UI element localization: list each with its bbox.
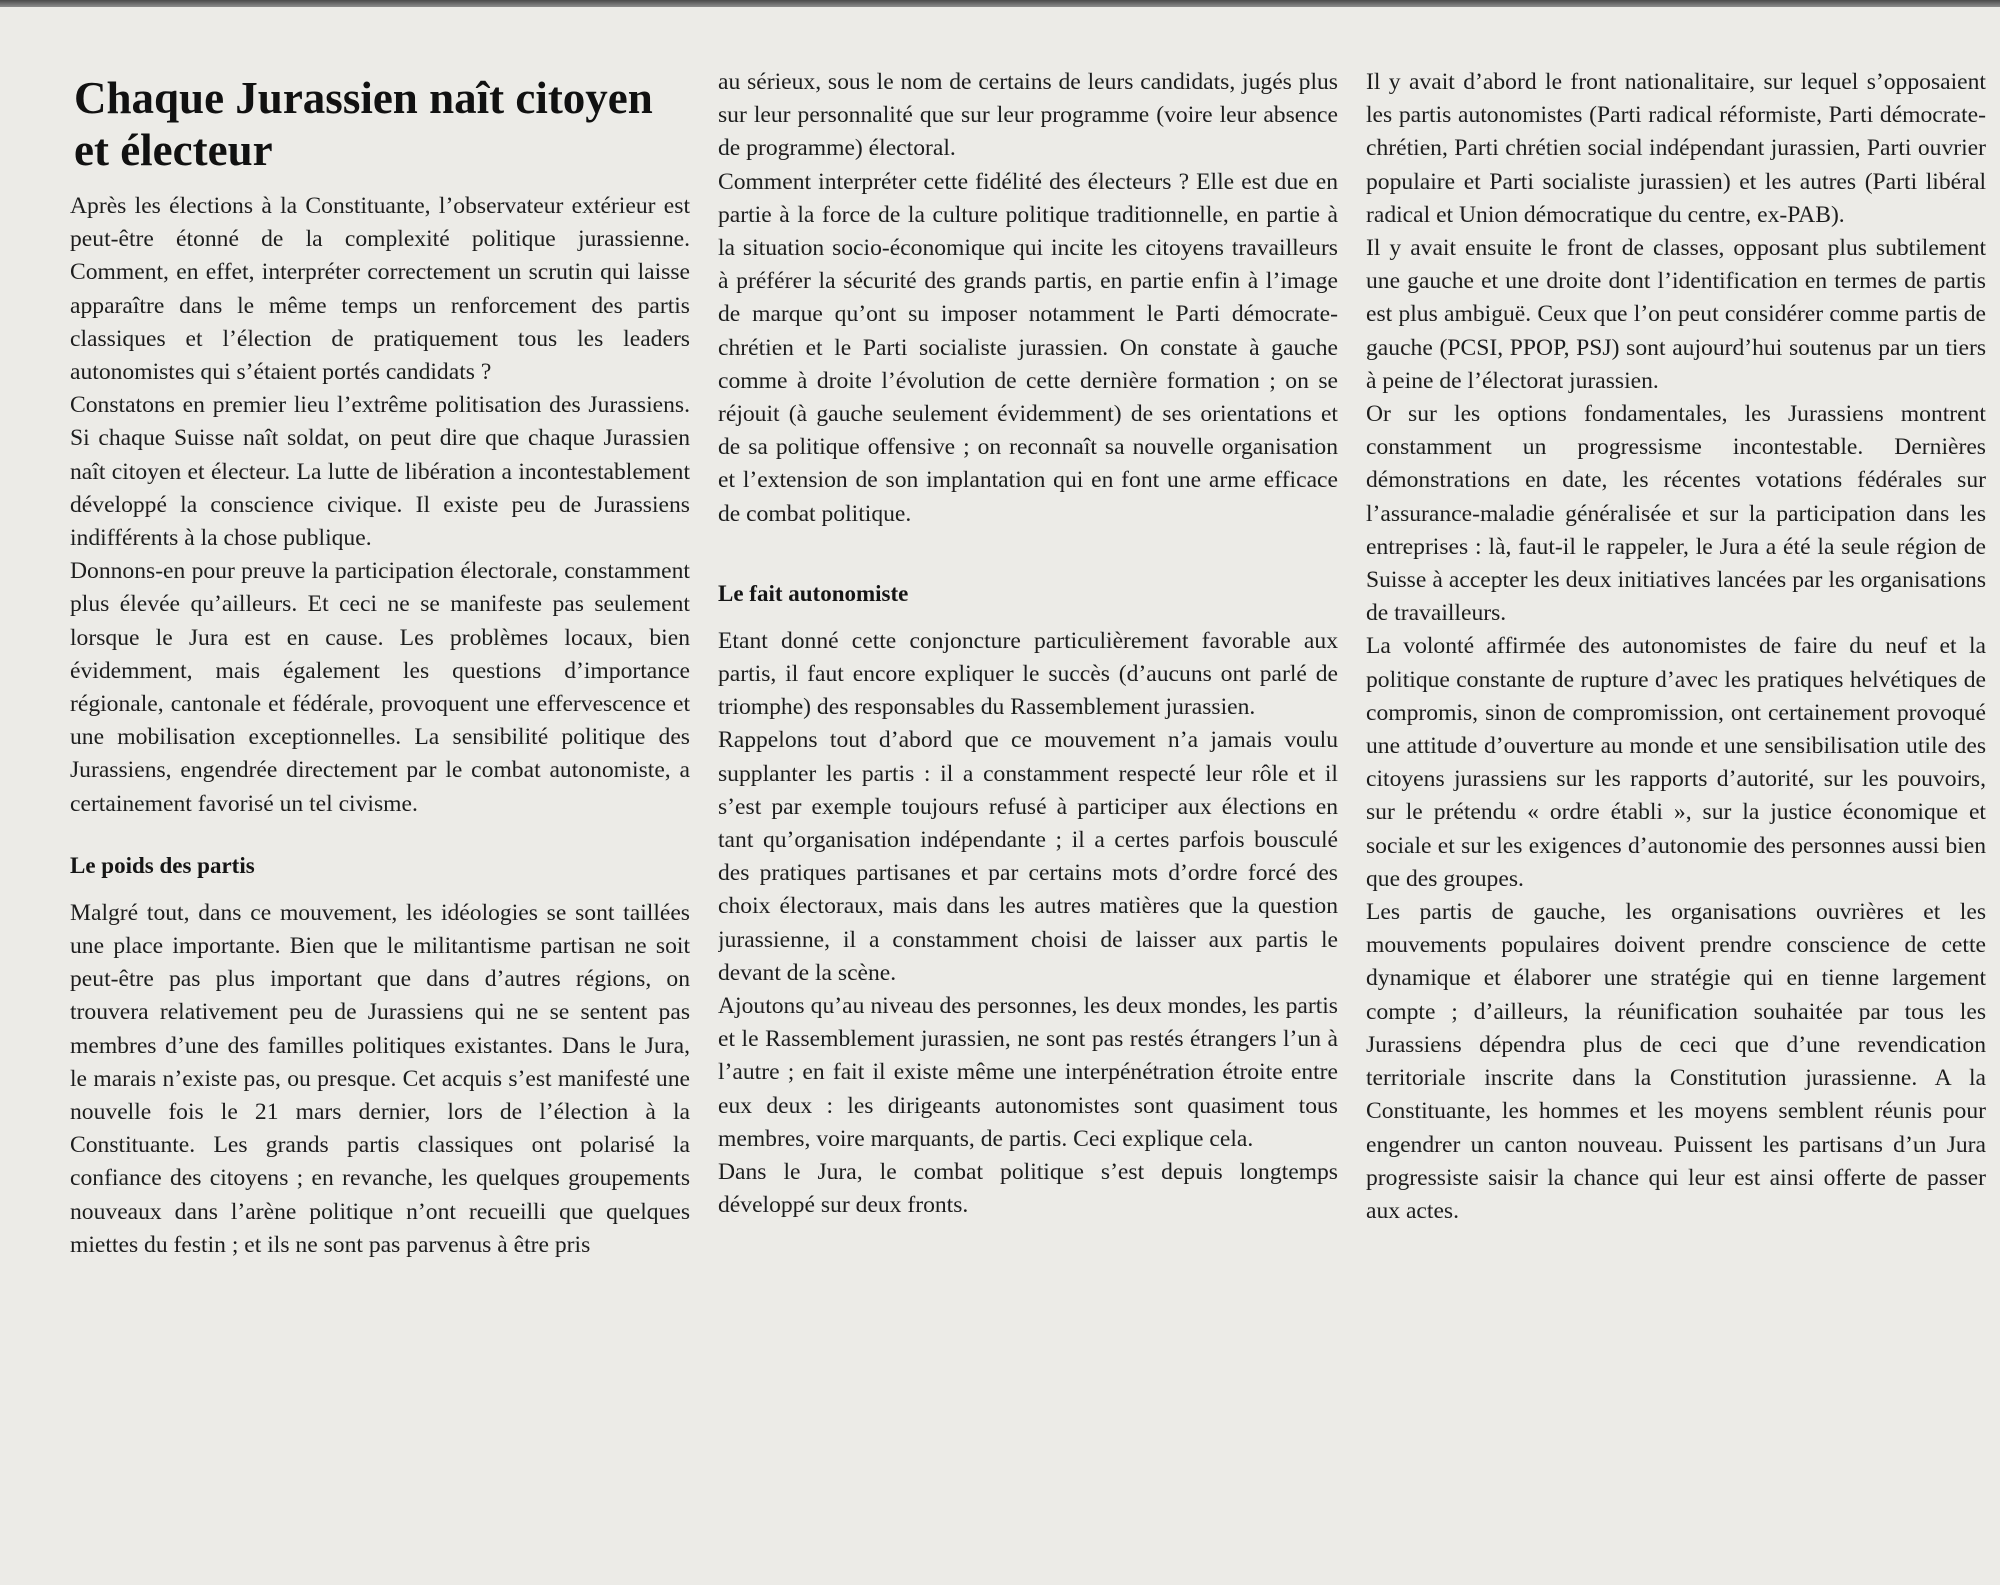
column-2: [718, 66, 1338, 1566]
paragraph: Rappelons tout d’abord que ce mouvement n’a jamais voulu supplanter les partis : il a constamment respecté leur rôle et il s’est par exemple toujours refusé à participer aux élections en tant qu’organisation indépendante ; il a certes parfois bousculé des pratiques partisanes et par certains mots d’ordre forcé des choix électoraux, mais dans les autres matières que la question jurassienne, il a constamment choisi de laisser aux partis le devant de la scène.: [718, 727, 1338, 986]
paragraph: Il y avait d’abord le front nationalitaire, sur lequel s’opposaient les partis autonomistes (Parti radical réformiste, Parti démocrate-chrétien, Parti chrétien social indépendant jurassien, Parti ouvrier populaire et Parti socialiste jurassien) et les autres (Parti libéral radical et Union démocratique du centre, ex-PAB).: [1366, 69, 1986, 228]
paragraph: Ajoutons qu’au niveau des personnes, les deux mondes, les partis et le Rassemblement jurassien, ne sont pas restés étrangers l’un à l’autre ; en fait il existe même une interpénétration étroite entre eux deux : les dirigeants autonomistes sont quasiment tous membres, voire marquants, de partis. Ceci explique cela.: [718, 993, 1338, 1152]
paragraph: Or sur les options fondamentales, les Jurassiens montrent constamment un progressisme incontestable. Dernières démonstrations en date, les récentes votations fédérales sur l’assurance-maladie généralisée et sur la participation dans les entreprises : là, faut-il le rappeler, le Jura a été la seule région de Suisse à accepter les deux initiatives lancées par les organisations de travailleurs.: [1366, 401, 1986, 627]
section-heading-fait-autonomiste: Le fait autonomiste: [718, 580, 909, 606]
paragraph: La volonté affirmée des autonomistes de faire du neuf et la politique constante de rupture d’avec les pratiques helvétiques de compromis, sinon de compromission, ont certainement provoqué une attitude d’ouverture au monde et une sensibilisation utile des citoyens jurassiens sur les rapports d’autorité, sur les pouvoirs, sur le prétendu « ordre établi », sur la justice économique et sociale et sur les exigences d’autonomie des personnes aussi bien que des groupes.: [1366, 633, 1986, 892]
column-3: [1366, 66, 1986, 1566]
section-heading-poids-des-partis: Le poids des partis: [70, 852, 255, 878]
paragraph: Comment interpréter cette fidélité des électeurs ? Elle est due en partie à la force de la culture politique traditionnelle, en partie à la situation socio-économique qui incite les citoyens travailleurs à préférer la sécurité des grands partis, en partie enfin à l’image de marque qu’ont su imposer notamment le Parti démocrate-chrétien et le Parti socialiste jurassien. On constate à gauche comme à droite l’évolution de cette dernière formation ; on se réjouit (à gauche seulement évidemment) de ses orientations et de sa politique offensive ; on reconnaît sa nouvelle organisation et l’extension de son implantation qui en font une arme efficace de combat politique.: [718, 168, 1338, 527]
paragraph: Donnons-en pour preuve la participation électorale, constamment plus élevée qu’ailleurs. Et ceci ne se manifeste pas seulement lorsque le Jura est en cause. Les problèmes locaux, bien évidemment, mais également les questions d’importance régionale, cantonale et fédérale, provoquent une effervescence et une mobilisation exceptionnelles. La sensibilité politique des Jurassiens, engendrée directement par le combat autonomiste, a certainement favorisé un tel civisme.: [70, 558, 690, 817]
article-page: [70, 66, 1990, 1566]
paragraph: au sérieux, sous le nom de certains de leurs candidats, jugés plus sur leur personnalité que sur leur programme (voire leur absence de programme) électoral.: [718, 69, 1338, 162]
article-title: Chaque Jurassien naît citoyen et électeur: [74, 73, 653, 175]
paragraph: Les partis de gauche, les organisations ouvrières et les mouvements populaires doivent prendre conscience de cette dynamique et élaborer une stratégie qui en tienne largement compte ; d’ailleurs, la réunification souhaitée par tous les Jurassiens dépendra plus de ceci que d’une revendication territoriale inscrite dans la Constitution jurassienne. A la Constituante, les hommes et les moyens semblent réunis pour engendrer un canton nouveau. Puissent les partisans d’un Jura progressiste saisir la chance qui leur est ainsi offerte de passer aux actes.: [1366, 899, 1986, 1224]
paragraph: Dans le Jura, le combat politique s’est depuis longtemps développé sur deux fronts.: [718, 1159, 1338, 1219]
top-border-rule: [0, 0, 2000, 7]
paragraph: Etant donné cette conjoncture particulièrement favorable aux partis, il faut encore expliquer le succès (d’aucuns ont parlé de triomphe) des responsables du Rassemblement jurassien.: [718, 627, 1338, 721]
paragraph: Après les élections à la Constituante, l’observateur extérieur est peut-être étonné de la complexité politique jurassienne. Comment, en effet, interpréter correctement un scrutin qui laisse apparaître dans le même temps un renforcement des partis classiques et l’élection de pratiquement tous les leaders autonomistes qui s’étaient portés candidats ?: [70, 193, 690, 386]
paragraph: Il y avait ensuite le front de classes, opposant plus subtilement une gauche et une droite dont l’identification en termes de partis est plus ambiguë. Ceux que l’on peut considérer comme partis de gauche (PCSI, PPOP, PSJ) sont aujourd’hui soutenus par un tiers à peine de l’électorat jurassien.: [1366, 235, 1986, 394]
paragraph: Constatons en premier lieu l’extrême politisation des Jurassiens. Si chaque Suisse naît soldat, on peut dire que chaque Jurassien naît citoyen et électeur. La lutte de libération a incontestablement développé la conscience civique. Il existe peu de Jurassiens indifférents à la chose publique.: [70, 392, 690, 552]
paragraph: Malgré tout, dans ce mouvement, les idéologies se sont taillées une place importante. Bien que le militantisme partisan ne soit peut-être pas plus important que dans d’autres régions, on trouvera relativement peu de Jurassiens qui ne se sentent pas membres d’une des familles politiques existantes. Dans le Jura, le marais n’existe pas, ou presque. Cet acquis s’est manifesté une nouvelle fois le 21 mars dernier, lors de l’élection à la Constituante. Les grands partis classiques ont polarisé la confiance des citoyens ; en revanche, les quelques groupements nouveaux dans l’arène politique n’ont recueilli que quelques miettes du festin ; et ils ne sont pas parvenus à être pris: [70, 899, 690, 1258]
column-1: [70, 66, 690, 1566]
